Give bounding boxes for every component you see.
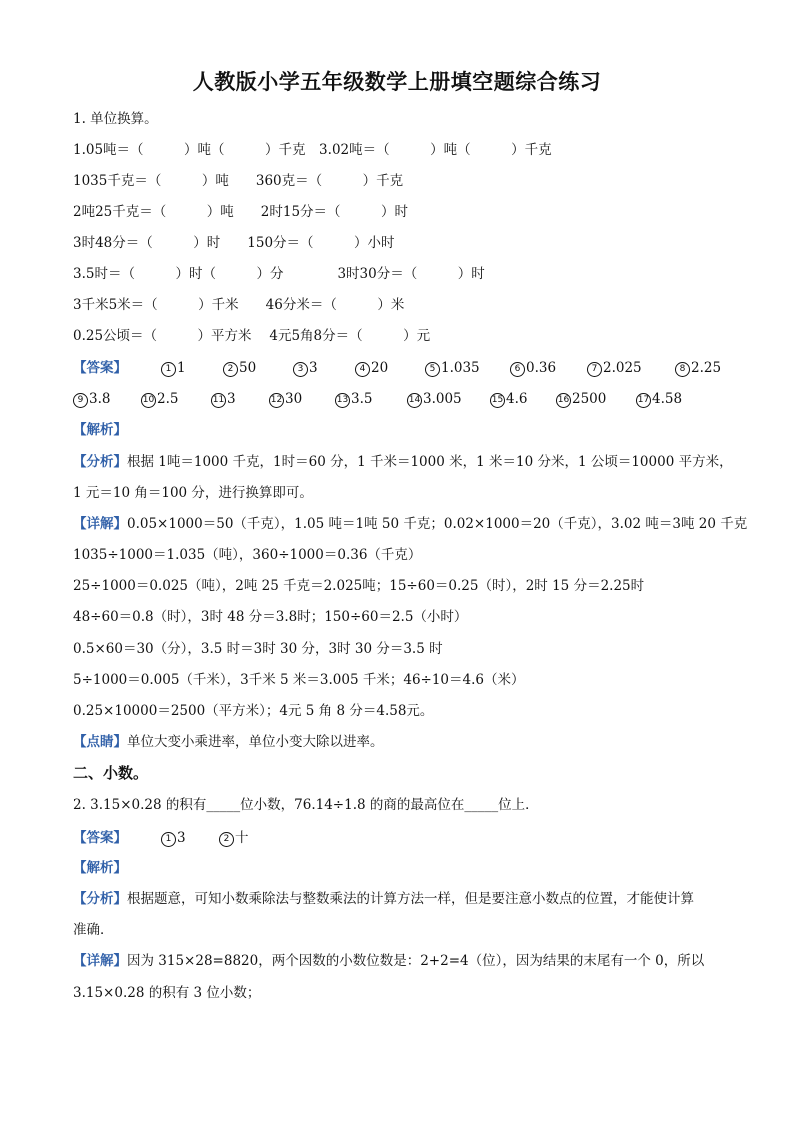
answer-item: 16 2500 [557,391,607,407]
answer-item: 17 4.58 [637,391,683,407]
answer-item: 13 3.5 [336,391,373,407]
q1-line-7: 0.25公顷＝（ ）平方米 4元5角8分＝（ ）元 [73,328,431,344]
q1-xiangjie-line-2: 1035÷1000＝1.035（吨），360÷1000＝0.36（千克） [73,547,422,563]
document-title: 人教版小学五年级数学上册填空题综合练习 [192,69,602,94]
xiangjie-label: 【详解】 [73,953,127,969]
q2-xiangjie-line-1: 【详解】因为 315×28=8820，两个因数的小数位数是：2+2=4（位），因为结果的末尾有一个 0，所以 [73,953,705,969]
q1-line-5: 3.5时＝（ ）时（ ）分 3时30分＝（ ）时 [73,266,485,282]
answer-item: 8 2.25 [675,359,721,377]
q1-line-4: 3时48分＝（ ）时 150分＝（ ）小时 [73,235,395,251]
q1-heading: 1. 单位换算。 [73,111,158,127]
q1-xiangjie-line-7: 0.25×10000＝2500（平方米）；4元 5 角 8 分＝4.58元。 [73,703,434,719]
q1-line-1: 1.05吨＝（ ）吨（ ）千克 3.02吨＝（ ）吨（ ）千克 [73,142,552,158]
answer-item: 9 3.8 [73,390,110,408]
dianjing-label: 【点睛】 [73,734,127,750]
q2-xiangjie-line-2: 3.15×0.28 的积有 3 位小数； [73,985,261,1001]
q1-xiangjie-line-3: 25÷1000＝0.025（吨），2吨 25 千克＝2.025吨；15÷60＝0.25（时），2时 15 分＝2.25时 [73,578,645,594]
answer-item: 4 20 [355,359,388,377]
q1-line-6: 3千米5米＝（ ）千米 46分米＝（ ）米 [73,297,405,313]
fenxi-label: 【分析】 [73,891,127,907]
q2-answers [73,829,333,847]
answer-label: 【答案】 [73,830,127,846]
answer-item: 2 十 [219,829,249,847]
q1-line-2: 1035千克＝（ ）吨 360克＝（ ）千克 [73,173,404,189]
q1-answers-row-1 [73,359,733,377]
answer-item: 14 3.005 [408,391,462,407]
analysis-label: 【解析】 [73,422,127,438]
answer-label: 【答案】 [73,360,127,376]
answer-item: 6 0.36 [510,359,556,377]
q1-dianjing: 【点睛】单位大变小乘进率，单位小变大除以进率。 [73,734,384,750]
answer-item: 12 30 [270,391,303,407]
fenxi-label: 【分析】 [73,454,127,470]
q2-fenxi-line-2: 准确． [73,922,114,938]
q2-question: 2. 3.15×0.28 的积有_____位小数，76.14÷1.8 的商的最高位在_____位上． [73,797,539,813]
answer-item: 1 3 [161,829,186,847]
q1-xiangjie-line-5: 0.5×60＝30（分），3.5 时＝3时 30 分，3时 30 分＝3.5 时 [73,641,443,657]
q1-xiangjie-line-6: 5÷1000＝0.005（千米），3千米 5 米＝3.005 千米；46÷10＝4.6（米） [73,672,525,688]
answer-item: 1 1 [161,359,186,377]
q1-fenxi-line-1: 【分析】根据 1吨＝1000 千克，1时＝60 分，1 千米＝1000 米，1 米＝10 分米，1 公顷＝10000 平方米， [73,454,733,470]
q1-line-3: 2吨25千克＝（ ）吨 2时15分＝（ ）时 [73,204,409,220]
xiangjie-label: 【详解】 [73,516,127,532]
q1-answers-row-2 [73,390,713,408]
q2-fenxi-line-1: 【分析】根据题意，可知小数乘除法与整数乘法的计算方法一样，但是要注意小数点的位置，才能使计算 [73,891,694,907]
q1-xiangjie-line-1: 【详解】0.05×1000＝50（千克），1.05 吨＝1吨 50 千克；0.02×1000＝20（千克），3.02 吨＝3吨 20 千克 [73,516,748,532]
q1-xiangjie-line-4: 48÷60＝0.8（时），3时 48 分＝3.8时；150÷60＝2.5（小时） [73,609,468,625]
section-2-heading: 二、小数。 [73,764,149,782]
answer-item: 5 1.035 [425,359,480,377]
q1-fenxi-line-2: 1 元＝10 角＝100 分，进行换算即可。 [73,485,313,501]
answer-item: 2 50 [223,359,256,377]
answer-item: 10 2.5 [142,391,179,407]
answer-item: 15 4.6 [491,391,528,407]
analysis-label: 【解析】 [73,860,127,876]
answer-item: 7 2.025 [587,359,642,377]
answer-item: 11 3 [212,391,236,407]
answer-item: 3 3 [293,359,318,377]
